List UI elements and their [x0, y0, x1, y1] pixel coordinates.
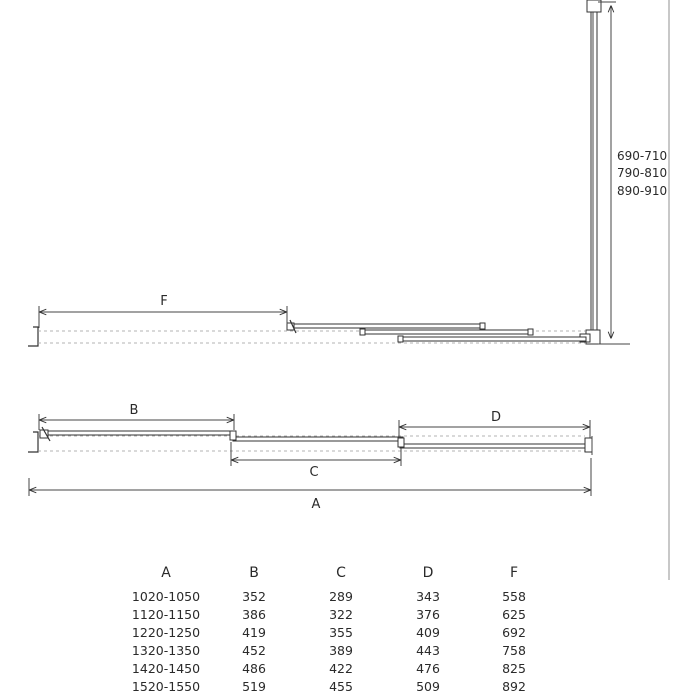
table-cell: 692 — [502, 625, 526, 640]
table-header-b: B — [249, 565, 259, 581]
height-option-2: 790-810 — [617, 166, 668, 180]
height-option-1: 690-710 — [617, 149, 668, 163]
table-cell: 389 — [329, 643, 353, 658]
table-cell: 409 — [416, 625, 440, 640]
table-cell: 519 — [242, 679, 266, 694]
table-cell: 322 — [329, 607, 353, 622]
dimension-c-label: C — [309, 465, 319, 480]
table-row — [120, 678, 558, 696]
table-header-d: D — [422, 565, 434, 581]
table-cell: 355 — [329, 625, 353, 640]
table-cell: 376 — [416, 607, 440, 622]
door-handle-closed — [40, 427, 50, 441]
table-header-c: C — [336, 565, 346, 581]
table-cell: 455 — [329, 679, 353, 694]
table-cell: 558 — [502, 589, 526, 604]
table-cell: 343 — [416, 589, 440, 604]
closed-panel-d — [400, 444, 586, 448]
table-cell: 1120-1150 — [131, 607, 201, 622]
right-bracket-closed — [585, 438, 592, 452]
table-header-row — [120, 562, 558, 588]
table-cell: 486 — [242, 661, 266, 676]
closed-panel-c — [233, 437, 403, 441]
height-option-3: 890-910 — [617, 184, 668, 198]
table-cell: 386 — [242, 607, 266, 622]
table-row — [120, 660, 558, 678]
closed-position-view — [28, 403, 592, 512]
dimension-d-label: D — [490, 410, 502, 425]
left-wall-profile-closed — [28, 432, 38, 452]
table-header-f: F — [509, 565, 519, 581]
table-cell: 476 — [416, 661, 440, 676]
closed-panel-b — [44, 431, 234, 435]
sliding-panel-1 — [294, 324, 484, 328]
table-cell: 625 — [502, 607, 526, 622]
table-cell: 419 — [242, 625, 266, 640]
table-cell: 825 — [502, 661, 526, 676]
table-header-a: A — [161, 565, 171, 581]
table-cell: 1520-1550 — [131, 679, 201, 694]
side-fixed-panel — [591, 8, 597, 336]
sliding-panel-2 — [362, 330, 532, 334]
dimension-f-label: F — [160, 294, 168, 309]
table-cell: 422 — [329, 661, 353, 676]
table-row — [120, 624, 558, 642]
left-wall-profile — [28, 327, 38, 346]
table-cell: 443 — [416, 643, 440, 658]
table-cell: 289 — [329, 589, 353, 604]
table-cell: 1420-1450 — [131, 661, 201, 676]
table-row — [120, 588, 558, 606]
dimension-b-label: B — [129, 403, 139, 418]
table-row — [120, 642, 558, 660]
open-position-view — [28, 0, 667, 346]
table-cell: 509 — [416, 679, 440, 694]
table-cell: 892 — [502, 679, 526, 694]
table-cell: 1020-1050 — [131, 589, 201, 604]
table-row — [120, 606, 558, 624]
table-cell: 1320-1350 — [131, 643, 201, 658]
table-cell: 1220-1250 — [131, 625, 201, 640]
dimension-a-label: A — [311, 497, 321, 512]
size-table — [120, 562, 558, 696]
sliding-panel-3 — [400, 337, 586, 341]
table-cell: 758 — [502, 643, 526, 658]
table-cell: 352 — [242, 589, 266, 604]
table-cell: 452 — [242, 643, 266, 658]
